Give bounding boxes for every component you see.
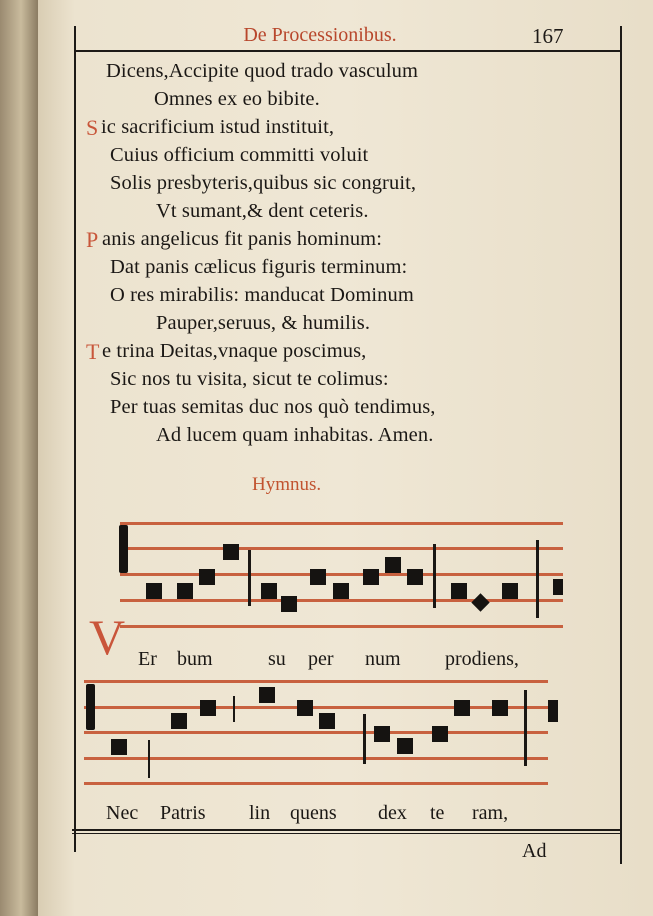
verse-line: anis angelicus fit panis hominum: (102, 228, 383, 250)
neume-punctum (223, 544, 239, 560)
staff-line (120, 599, 563, 602)
staff-line (84, 731, 548, 734)
verse-line: ic sacrificium istud instituit, (101, 116, 335, 138)
frame-rule-left (74, 26, 76, 852)
lyric-syllable: num (365, 648, 401, 670)
neume-punctum (454, 700, 470, 716)
neume-punctum (171, 713, 187, 729)
verse-line: Solis presbyteris,quibus sic congruit, (110, 172, 417, 194)
neume-punctum (111, 739, 127, 755)
decorated-initial: V (89, 609, 126, 665)
lyric-syllable: prodiens, (445, 648, 519, 670)
previous-page-edge (0, 0, 38, 916)
page-number: 167 (532, 24, 564, 48)
neume-punctum (297, 700, 313, 716)
staff-line (120, 522, 563, 525)
neume-punctum (407, 569, 423, 585)
lyric-syllable: quens (290, 802, 337, 824)
lyric-syllable: per (308, 648, 334, 670)
staff-line (120, 547, 563, 550)
lyric-syllable: te (430, 802, 445, 824)
verse-line: Dicens,Accipite quod trado vasculum (106, 60, 419, 82)
verse-line: e trina Deitas,vnaque poscimus, (102, 340, 367, 362)
rubric-initial: S (86, 115, 99, 140)
rubric-initial: T (86, 339, 100, 364)
lyric-syllable: Er (138, 648, 157, 670)
lyric-syllable: su (268, 648, 286, 670)
running-head: De Processionibus. (243, 24, 397, 46)
neume-punctum (502, 583, 518, 599)
hymn-heading: Hymnus. (252, 474, 322, 495)
catchword: Ad (522, 840, 547, 862)
neume-punctum (146, 583, 162, 599)
staff-line (120, 573, 563, 576)
neume-punctum (177, 583, 193, 599)
verse-line: Pauper,seruus, & humilis. (156, 312, 371, 334)
verse-line: Ad lucem quam inhabitas. Amen. (156, 424, 434, 446)
staff-line (84, 680, 548, 683)
neume-punctum (385, 557, 401, 573)
neume-punctum (397, 738, 413, 754)
lyric-syllable: dex (378, 802, 407, 824)
c-clef-icon (119, 525, 128, 573)
verse-line: Per tuas semitas duc nos quò tendimus, (110, 396, 436, 418)
neume-punctum (432, 726, 448, 742)
custos-icon (548, 700, 558, 722)
lyric-syllable: ram, (472, 802, 509, 824)
neume-punctum (261, 583, 277, 599)
neume-punctum (363, 569, 379, 585)
lyric-syllable: bum (177, 648, 213, 670)
barline (363, 714, 366, 764)
staff-line (84, 782, 548, 785)
neume-punctum (333, 583, 349, 599)
frame-rule-right (620, 26, 622, 864)
neume-punctum (200, 700, 216, 716)
neume-punctum (374, 726, 390, 742)
neume-punctum (281, 596, 297, 612)
neume-punctum (319, 713, 335, 729)
neume-punctum (492, 700, 508, 716)
staff-line (120, 625, 563, 628)
neume-punctum (259, 687, 275, 703)
staff-line (84, 706, 548, 709)
barline (148, 740, 150, 778)
verse-line: O res mirabilis: manducat Dominum (110, 284, 414, 306)
frame-rule-bottom (72, 829, 622, 831)
staff-line (84, 757, 548, 760)
barline (248, 550, 251, 606)
verse-line: Vt sumant,& dent ceteris. (156, 200, 369, 222)
neume-punctum (199, 569, 215, 585)
frame-rule-top (74, 50, 622, 52)
neume-punctum (451, 583, 467, 599)
barline (536, 540, 539, 618)
neume-punctum (310, 569, 326, 585)
verse-line: Dat panis cælicus figuris terminum: (110, 256, 408, 278)
barline (233, 696, 235, 722)
verse-line: Cuius officium committi voluit (110, 144, 369, 166)
barline (524, 690, 527, 766)
verse-line: Sic nos tu visita, sicut te colimus: (110, 368, 389, 390)
lyric-syllable: lin (249, 802, 271, 824)
frame-rule-bottom-inner (72, 833, 622, 834)
lyric-syllable: Nec (106, 802, 139, 824)
verse-line: Omnes ex eo bibite. (154, 88, 320, 110)
custos-icon (553, 579, 563, 595)
rubric-initial: P (86, 227, 99, 252)
lyric-syllable: Patris (160, 802, 206, 824)
barline (433, 544, 436, 608)
c-clef-icon (86, 684, 95, 730)
